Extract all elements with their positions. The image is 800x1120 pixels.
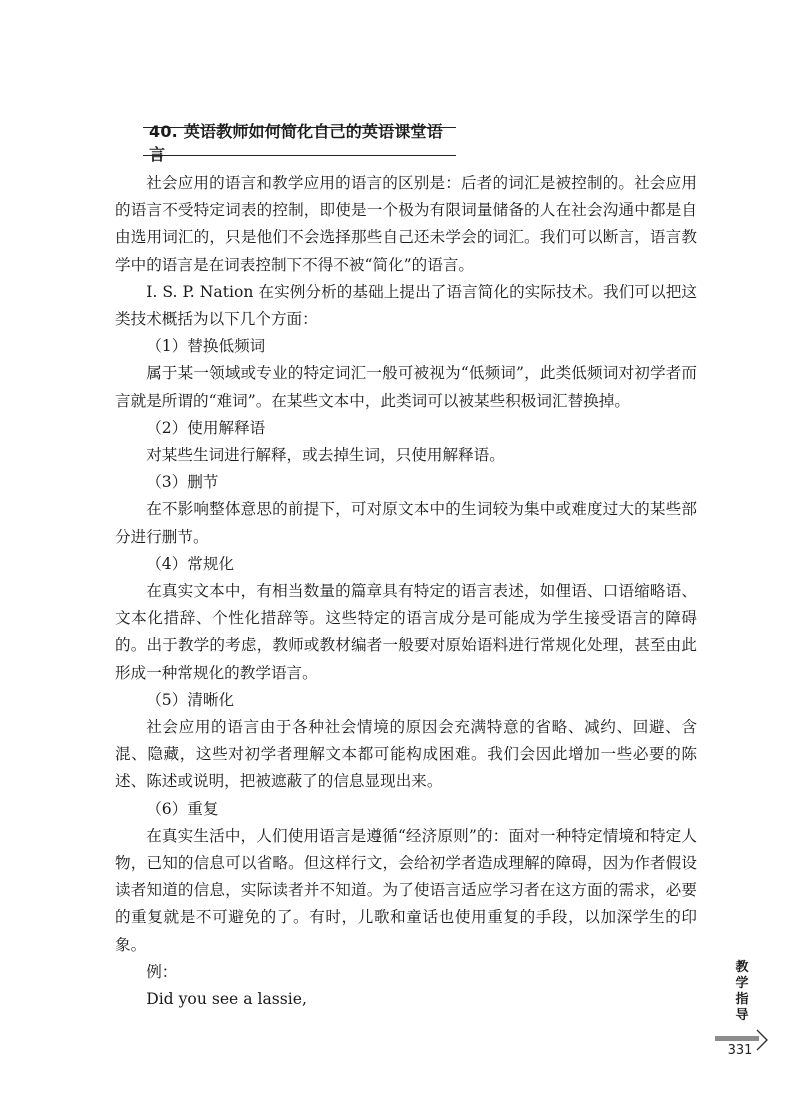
paragraph: 在真实文本中，有相当数量的篇章具有特定的语言表述，如俚语、口语缩略语、文本化措辞、个性化措辞等。这些特定的语言成分是可能成为学生接受语言的障碍的。出于教学的考虑，教师或教材编者一般要对原始语料进行常规化处理，甚至由此形成一种常规化的教学语言。 xyxy=(115,582,697,682)
subheading: （3）删节 xyxy=(146,473,219,492)
paragraph: 在不影响整体意思的前提下，可对原文本中的生词较为集中或难度过大的某些部分进行删节。 xyxy=(115,500,697,546)
paragraph: 属于某一领域或专业的特定词汇一般可被视为“低频词”，此类低频词对初学者而言就是所谓的“难词”。在某些文本中，此类词可以被某些积极词汇替换掉。 xyxy=(115,364,697,410)
subheading: （4）常规化 xyxy=(146,554,235,573)
section-heading: 40. 英语教师如何简化自己的英语课堂语言 xyxy=(143,127,456,156)
page-number: 331 xyxy=(727,1043,753,1058)
subheading: （5）清晰化 xyxy=(146,690,235,709)
side-label-char: 学 xyxy=(735,976,749,991)
paragraph: I. S. P. Nation 在实例分析的基础上提出了语言简化的实际技术。我们可以把这类技术概括为以下几个方面： xyxy=(115,282,697,329)
paragraph: 在真实生活中，人们使用语言是遵循“经济原则”的：面对一种特定情境和特定人物，已知的信息可以省略。但这样行文，会给初学者造成理解的障碍，因为作者假设读者知道的信息，实际读者并不知道。为了使语言适应学习者在这方面的需求，必要的重复就是不可避免的了。有时，儿歌和童话也使用重复的手段，以加深学生的印象。 xyxy=(115,826,697,954)
example-line: Did you see a lassie, xyxy=(146,990,307,1009)
side-label-char: 指 xyxy=(735,992,749,1007)
side-label-char: 导 xyxy=(735,1008,749,1023)
paragraph: 社会应用的语言由于各种社会情境的原因会充满特意的省略、减约、回避、含混、隐藏，这些对初学者理解文本都可能构成困难。我们会因此增加一些必要的陈述、陈述或说明，把被遮蔽了的信息显现出来。 xyxy=(115,718,697,791)
subheading: （1）替换低频词 xyxy=(146,337,266,356)
side-label xyxy=(732,960,752,1024)
subheading: （2）使用解释语 xyxy=(146,418,266,437)
subheading: （6）重复 xyxy=(146,799,219,818)
paragraph: 社会应用的语言和教学应用的语言的区别是：后者的词汇是被控制的。社会应用的语言不受特定词表的控制，即使是一个极为有限词量储备的人在社会沟通中都是自由选用词汇的，只是他们不会选择那些自己还未学会的词汇。我们可以断言，语言教学中的语言是在词表控制下不得不被“简化”的语言。 xyxy=(115,174,697,274)
paragraph: 对某些生词进行解释，或去掉生词，只使用解释语。 xyxy=(146,446,505,465)
body-text xyxy=(115,170,697,1013)
example-label: 例： xyxy=(146,962,178,981)
side-label-char: 教 xyxy=(735,960,749,975)
